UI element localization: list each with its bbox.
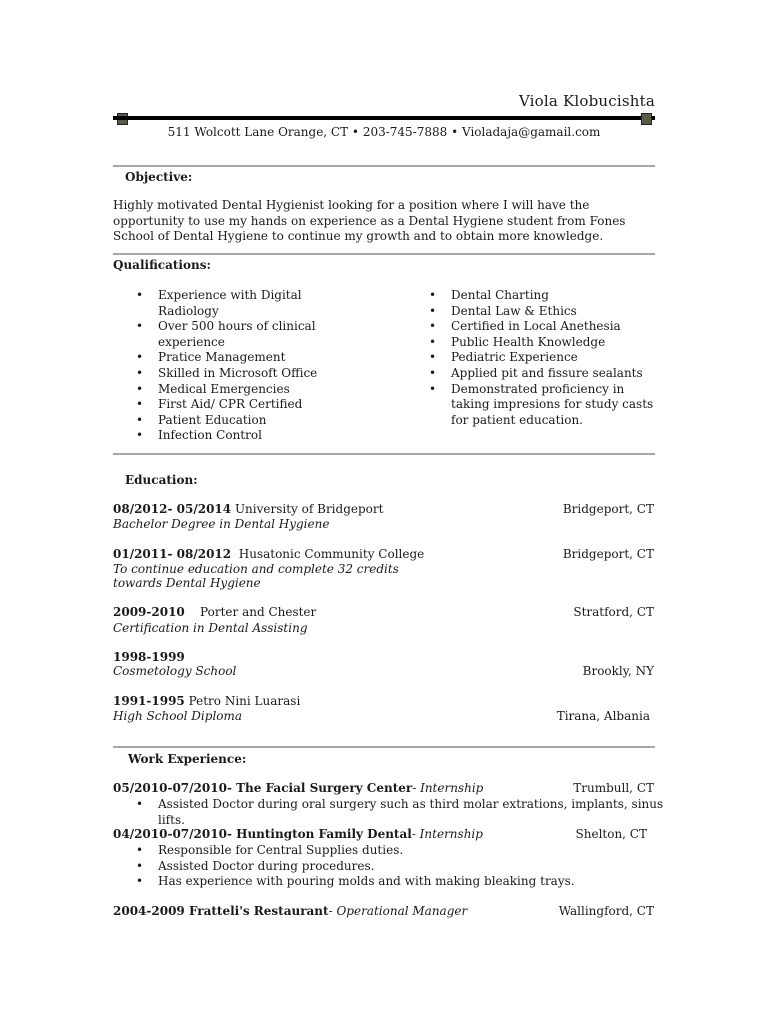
education-location: Stratford, CT xyxy=(573,605,654,619)
list-item: • Applied pit and fissure sealants xyxy=(427,366,665,382)
work-location: Shelton, CT xyxy=(575,827,647,841)
education-entry-title xyxy=(113,694,300,709)
education-entry-title xyxy=(113,547,424,562)
list-item: • Dental Law & Ethics xyxy=(427,304,665,320)
list-item: • Medical Emergencies xyxy=(134,382,364,398)
qualifications-heading: Qualifications: xyxy=(113,258,211,272)
education-location: Bridgeport, CT xyxy=(562,502,654,516)
work-heading: Work Experience: xyxy=(128,752,247,766)
education-description: Cosmetology School xyxy=(113,664,237,678)
education-entry-title xyxy=(113,650,185,665)
education-school: University of Bridgeport xyxy=(231,502,384,516)
education-description-line2: towards Dental Hygiene xyxy=(113,576,261,590)
qualifications-list-right xyxy=(427,288,665,428)
education-dates: 2009-2010 xyxy=(113,605,185,619)
work-role: - Operational Manager xyxy=(328,904,468,918)
work-employer: 05/2010-07/2010- The Facial Surgery Center xyxy=(113,781,413,795)
list-item: • Public Health Knowledge xyxy=(427,335,665,351)
education-entry-title xyxy=(113,502,383,517)
education-school: Porter and Chester xyxy=(184,605,317,619)
rule-square-right xyxy=(641,113,652,125)
education-entry-title xyxy=(113,605,316,620)
list-item: • Has experience with pouring molds and with making bleaking trays. xyxy=(134,874,674,890)
list-item: • Dental Charting xyxy=(427,288,665,304)
work-bullets xyxy=(134,843,674,890)
divider xyxy=(113,253,655,255)
education-description: Certification in Dental Assisting xyxy=(113,621,308,635)
education-description: To continue education and complete 32 credits xyxy=(113,562,399,576)
education-location: Tirana, Albania xyxy=(556,709,650,723)
education-school: Petro Nini Luarasi xyxy=(184,694,301,708)
education-dates: 1991-1995 xyxy=(113,694,185,708)
divider xyxy=(113,746,655,748)
list-item: • Assisted Doctor during oral surgery such as third molar extrations, implants, sinus lifts. xyxy=(134,797,674,828)
work-employer: 04/2010-07/2010- Huntington Family Dental xyxy=(113,827,412,841)
list-item: • Assisted Doctor during procedures. xyxy=(134,859,674,875)
divider xyxy=(113,165,655,167)
work-role: - Internship xyxy=(412,781,484,795)
education-dates: 1998-1999 xyxy=(113,650,185,664)
list-item: • Pratice Management xyxy=(134,350,364,366)
work-role: - Internship xyxy=(411,827,483,841)
divider xyxy=(113,453,655,455)
list-item: • Certified in Local Anethesia xyxy=(427,319,665,335)
list-item: • Demonstrated proficiency in taking impresions for study casts for patient education. xyxy=(427,382,665,429)
contact-line: 511 Wolcott Lane Orange, CT • 203-745-7888 • Violadaja@gamail.com xyxy=(167,125,601,139)
list-item: • Responsible for Central Supplies duties. xyxy=(134,843,674,859)
objective-text: Highly motivated Dental Hygienist looking for a position where I will have the opportunity to use my hands on experience as a Dental Hygiene student from Fones School of Dental Hygiene to continue my growth and to obtain more knowledge. xyxy=(113,198,626,243)
work-location: Trumbull, CT xyxy=(573,781,654,795)
education-description: High School Diploma xyxy=(113,709,243,723)
education-heading: Education: xyxy=(125,473,198,487)
work-location: Wallingford, CT xyxy=(558,904,654,918)
work-entry-title xyxy=(113,781,483,796)
work-employer: 2004-2009 Fratteli's Restaurant xyxy=(113,904,329,918)
header-rule xyxy=(113,116,655,120)
list-item: • Infection Control xyxy=(134,428,364,444)
list-item: • Patient Education xyxy=(134,413,364,429)
list-item: • First Aid/ CPR Certified xyxy=(134,397,364,413)
applicant-name: Viola Klobucishta xyxy=(518,92,655,110)
list-item: • Skilled in Microsoft Office xyxy=(134,366,364,382)
work-entry-title xyxy=(113,904,467,919)
list-item: • Pediatric Experience xyxy=(427,350,665,366)
education-school: Husatonic Community College xyxy=(231,547,425,561)
education-location: Bridgeport, CT xyxy=(562,547,654,561)
education-location: Brookly, NY xyxy=(582,664,654,678)
objective-heading: Objective: xyxy=(125,170,193,184)
qualifications-list-left xyxy=(134,288,364,444)
education-dates: 01/2011- 08/2012 xyxy=(113,547,232,561)
list-item: • Experience with Digital Radiology xyxy=(134,288,364,319)
education-dates: 08/2012- 05/2014 xyxy=(113,502,232,516)
education-description: Bachelor Degree in Dental Hygiene xyxy=(113,517,330,531)
work-entry-title xyxy=(113,827,483,842)
work-bullets xyxy=(134,797,674,828)
list-item: • Over 500 hours of clinical experience xyxy=(134,319,364,350)
